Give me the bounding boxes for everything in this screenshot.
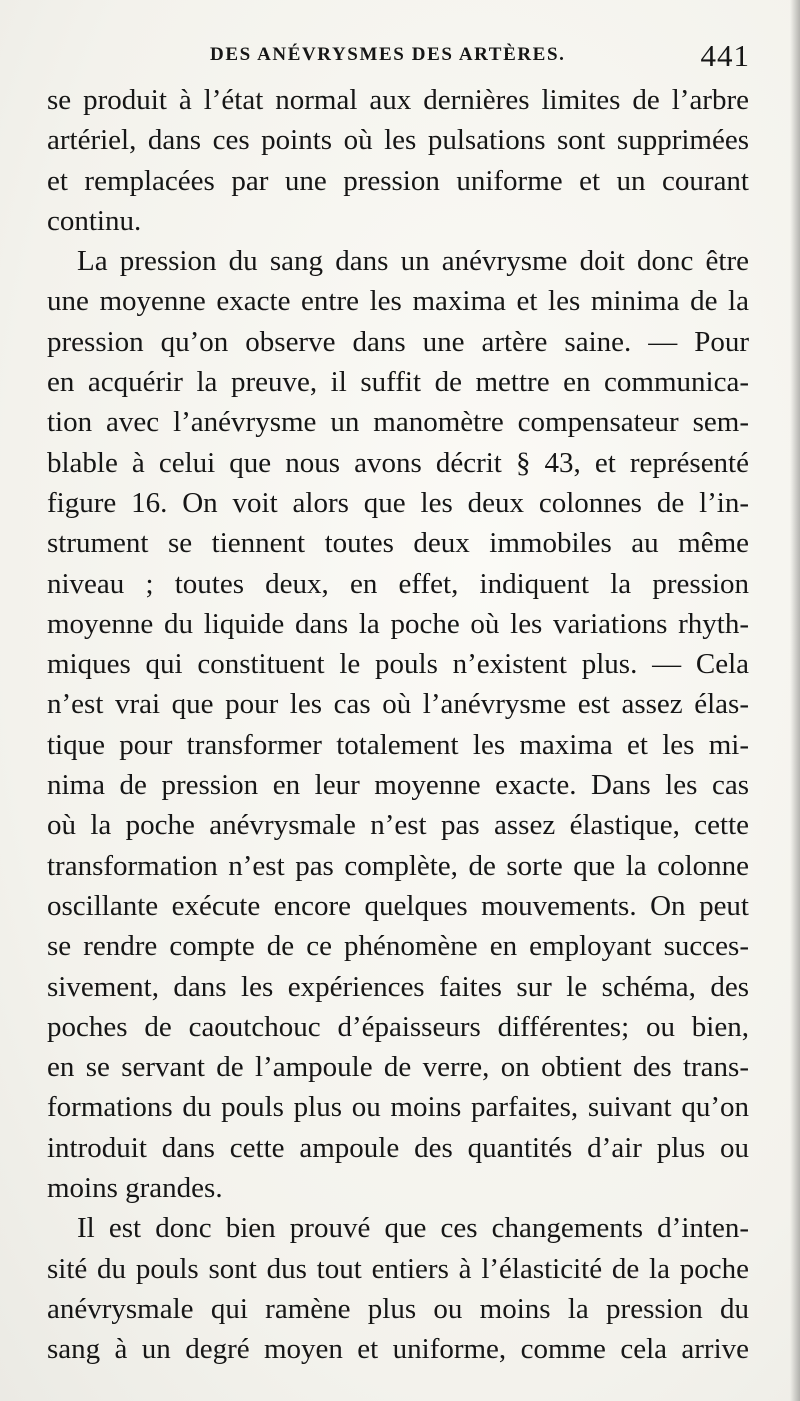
text-line: Il est donc bien prouvé que ces changements d’inten- — [77, 1212, 749, 1245]
paragraph-3 — [47, 1208, 749, 1369]
text-line: strument se tiennent toutes deux immobiles au même — [47, 527, 749, 560]
text-line: se produit à l’état normal aux dernières limites de l’arbre — [47, 84, 749, 116]
paragraph-1 — [47, 80, 749, 241]
text-line: blable à celui que nous avons décrit § 43, et représenté — [47, 446, 749, 479]
body-text — [47, 80, 749, 1370]
text-line: en acquérir la preuve, il suffit de mettre en communica- — [47, 366, 749, 399]
running-head: DES ANÉVRYSMES DES ARTÈRES. — [210, 44, 566, 65]
text-line: oscillante exécute encore quelques mouvements. On peut — [47, 889, 749, 922]
text-line: une moyenne exacte entre les maxima et les minima de la — [47, 285, 749, 318]
text-line: artériel, dans ces points où les pulsations sont supprimées — [47, 124, 749, 157]
text-line: pression qu’on observe dans une artère saine. — Pour — [47, 325, 749, 358]
text-line: moyenne du liquide dans la poche où les variations rhyth- — [47, 607, 749, 640]
text-line: continu. — [47, 204, 142, 237]
text-line: poches de caoutchouc d’épaisseurs différentes; ou bien, — [47, 1010, 749, 1043]
text-line: où la poche anévrysmale n’est pas assez élastique, cette — [47, 809, 749, 842]
text-line: tique pour transformer totalement les maxima et les mi- — [47, 728, 749, 761]
text-line: introduit dans cette ampoule des quantités d’air plus ou — [47, 1131, 749, 1164]
paragraph-2 — [47, 241, 749, 1208]
text-line: et remplacées par une pression uniforme et un courant — [47, 164, 749, 197]
text-line: La pression du sang dans un anévrysme doit donc être — [77, 245, 749, 278]
text-line: transformation n’est pas complète, de sorte que la colonne — [47, 849, 749, 882]
text-line: figure 16. On voit alors que les deux colonnes de l’in- — [47, 486, 749, 519]
page-header — [60, 38, 750, 78]
text-line: tion avec l’anévrysme un manomètre compensateur sem- — [47, 406, 749, 439]
text-line: miques qui constituent le pouls n’existent plus. — Cela — [47, 648, 749, 681]
text-line: niveau ; toutes deux, en effet, indiquent la pression — [47, 567, 749, 600]
text-line: moins grandes. — [47, 1172, 223, 1205]
page-edge-shadow — [790, 0, 800, 1401]
text-line: nima de pression en leur moyenne exacte. Dans les cas — [47, 769, 749, 802]
text-line: sang à un degré moyen et uniforme, comme cela arrive — [47, 1333, 749, 1366]
text-line: n’est vrai que pour les cas où l’anévrysme est assez élas- — [47, 688, 749, 721]
text-line: sité du pouls sont dus tout entiers à l’élasticité de la poche — [47, 1252, 749, 1285]
text-line: sivement, dans les expériences faites sur le schéma, des — [47, 970, 749, 1003]
text-line: en se servant de l’ampoule de verre, on obtient des trans- — [47, 1051, 749, 1084]
text-line: anévrysmale qui ramène plus ou moins la pression du — [47, 1292, 749, 1325]
page-number: 441 — [700, 38, 750, 73]
text-line: formations du pouls plus ou moins parfaites, suivant qu’on — [47, 1091, 749, 1124]
text-line: se rendre compte de ce phénomène en employant succes- — [47, 930, 749, 963]
